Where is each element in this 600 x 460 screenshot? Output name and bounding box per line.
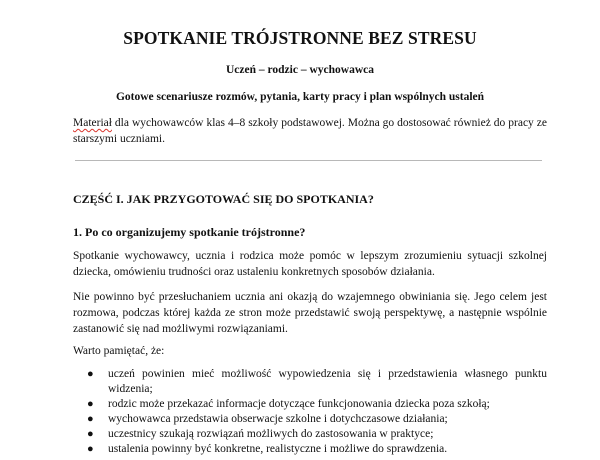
document-tagline: Gotowe scenariusze rozmów, pytania, karty pracy i plan wspólnych ustaleń xyxy=(115,91,485,103)
bullet-icon: ● xyxy=(87,428,94,440)
document-subtitle: Uczeń – rodzic – wychowawca xyxy=(226,64,374,76)
list-item-text: uczeń powinien mieć możliwość wypowiedzenia się i przedstawienia własnego punktu widzenia; xyxy=(108,368,547,395)
list-item xyxy=(73,427,547,442)
list-item-text: ustalenia powinny być konkretne, realistyczne i możliwe do sprawdzenia. xyxy=(108,443,448,455)
intro-paragraph xyxy=(73,115,547,147)
horizontal-rule xyxy=(75,160,542,161)
list-item-text: uczestnicy szukają rozwiązań możliwych do zastosowania w praktyce; xyxy=(108,428,434,440)
bullet-list xyxy=(73,367,547,457)
intro-text: dla wychowawców klas 4–8 szkoły podstawowej. Można go dostosować również do pracy ze starszymi uczniami. xyxy=(73,117,547,145)
subsection-heading: 1. Po co organizujemy spotkanie trójstronne? xyxy=(73,225,306,239)
list-item-text: rodzic może przekazać informacje dotyczące funkcjonowania dziecka poza szkołą; xyxy=(108,398,490,410)
list-item-text: wychowawca przedstawia obserwacje szkolne i dotychczasowe działania; xyxy=(108,413,448,425)
body-paragraph-1: Spotkanie wychowawcy, ucznia i rodzica może pomóc w lepszym zrozumieniu sytuacji szkolnej dziecka, omówieniu trudności oraz ustaleniu konkretnych sposobów działania. xyxy=(73,250,547,278)
bullet-icon: ● xyxy=(87,368,94,380)
bullet-icon: ● xyxy=(87,398,94,410)
section-heading: CZĘŚĆ I. JAK PRZYGOTOWAĆ SIĘ DO SPOTKANIA? xyxy=(73,192,374,206)
document-title: SPOTKANIE TRÓJSTRONNE BEZ STRESU xyxy=(123,28,477,48)
list-item xyxy=(73,397,547,412)
body-paragraph-2: Nie powinno być przesłuchaniem ucznia ani okazją do wzajemnego obwiniania się. Jego celem jest rozmowa, podczas której każda ze stron może przedstawić swoją perspektywę, a następnie wspólnie zastanowić się nad możliwymi rozwiązaniami. xyxy=(73,291,547,335)
body-paragraph-3: Warto pamiętać, że: xyxy=(73,345,165,357)
list-item xyxy=(73,412,547,427)
bullet-icon: ● xyxy=(87,443,94,455)
list-item xyxy=(73,442,547,457)
bullet-icon: ● xyxy=(87,413,94,425)
list-item xyxy=(73,367,547,397)
spellcheck-word[interactable]: Materiał xyxy=(73,117,112,129)
